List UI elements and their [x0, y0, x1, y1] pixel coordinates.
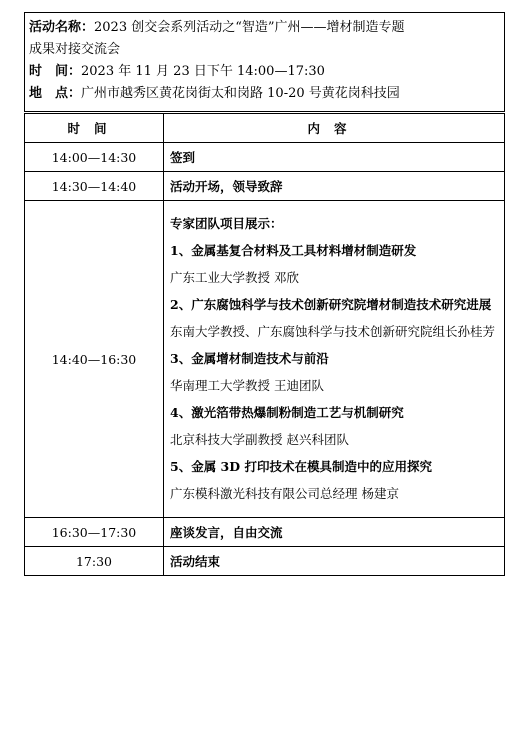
table-row: [25, 547, 505, 576]
event-name-value-2: 成果对接交流会: [29, 42, 121, 57]
row-content: 签到: [164, 143, 505, 172]
agenda-sheet: [24, 12, 505, 576]
event-place-line: [29, 83, 498, 105]
event-time-line: [29, 61, 498, 83]
row-time: 14:00—14:30: [25, 143, 164, 172]
row-time: 14:30—14:40: [25, 172, 164, 201]
agenda-table: [24, 111, 505, 576]
session-speaker: 东南大学教授、广东腐蚀科学与技术创新研究院组长孙桂芳: [170, 324, 496, 339]
session-title: 2、广东腐蚀科学与技术创新研究院增材制造技术研究进展: [170, 297, 492, 312]
column-header-content: 内容: [164, 113, 505, 143]
session-speaker: 华南理工大学教授 王迪团队: [170, 378, 324, 393]
row-time: 17:30: [25, 547, 164, 576]
row-time: 14:40—16:30: [25, 201, 164, 518]
column-header-time: 时间: [25, 113, 164, 143]
row-content: [164, 201, 505, 518]
event-time-label: 时 间：: [29, 64, 82, 79]
table-row: [25, 172, 505, 201]
event-name-line: [29, 17, 498, 39]
table-header-row: [25, 113, 505, 143]
row-content: 活动开场，领导致辞: [164, 172, 505, 201]
session-heading: 专家团队项目展示：: [170, 216, 283, 231]
session-speaker: 北京科技大学副教授 赵兴科团队: [170, 432, 349, 447]
row-content: 活动结束: [164, 547, 505, 576]
session-speaker: 广东模科激光科技有限公司总经理 杨建京: [170, 486, 399, 501]
event-name-label: 活动名称：: [29, 20, 95, 35]
event-header: [24, 12, 505, 111]
session-title: 4、激光箔带热爆制粉制造工艺与机制研究: [170, 405, 404, 420]
session-title: 5、金属 3D 打印技术在模具制造中的应用探究: [170, 459, 432, 474]
event-place-label: 地 点：: [29, 86, 82, 101]
table-row: [25, 201, 505, 518]
row-time: 16:30—17:30: [25, 518, 164, 547]
event-place-value: 广州市越秀区黄花岗街太和岗路 10-20 号黄花岗科技园: [81, 86, 400, 101]
event-name-line-2: [29, 39, 498, 61]
event-name-value: 2023 创交会系列活动之“智造”广州——增材制造专题: [94, 20, 405, 35]
session-title: 1、金属基复合材料及工具材料增材制造研发: [170, 243, 417, 258]
row-content: 座谈发言，自由交流: [164, 518, 505, 547]
event-time-value: 2023 年 11 月 23 日下午 14:00—17:30: [81, 64, 325, 79]
table-row: [25, 518, 505, 547]
table-row: [25, 143, 505, 172]
session-speaker: 广东工业大学教授 邓欣: [170, 270, 299, 285]
session-title: 3、金属增材制造技术与前沿: [170, 351, 329, 366]
